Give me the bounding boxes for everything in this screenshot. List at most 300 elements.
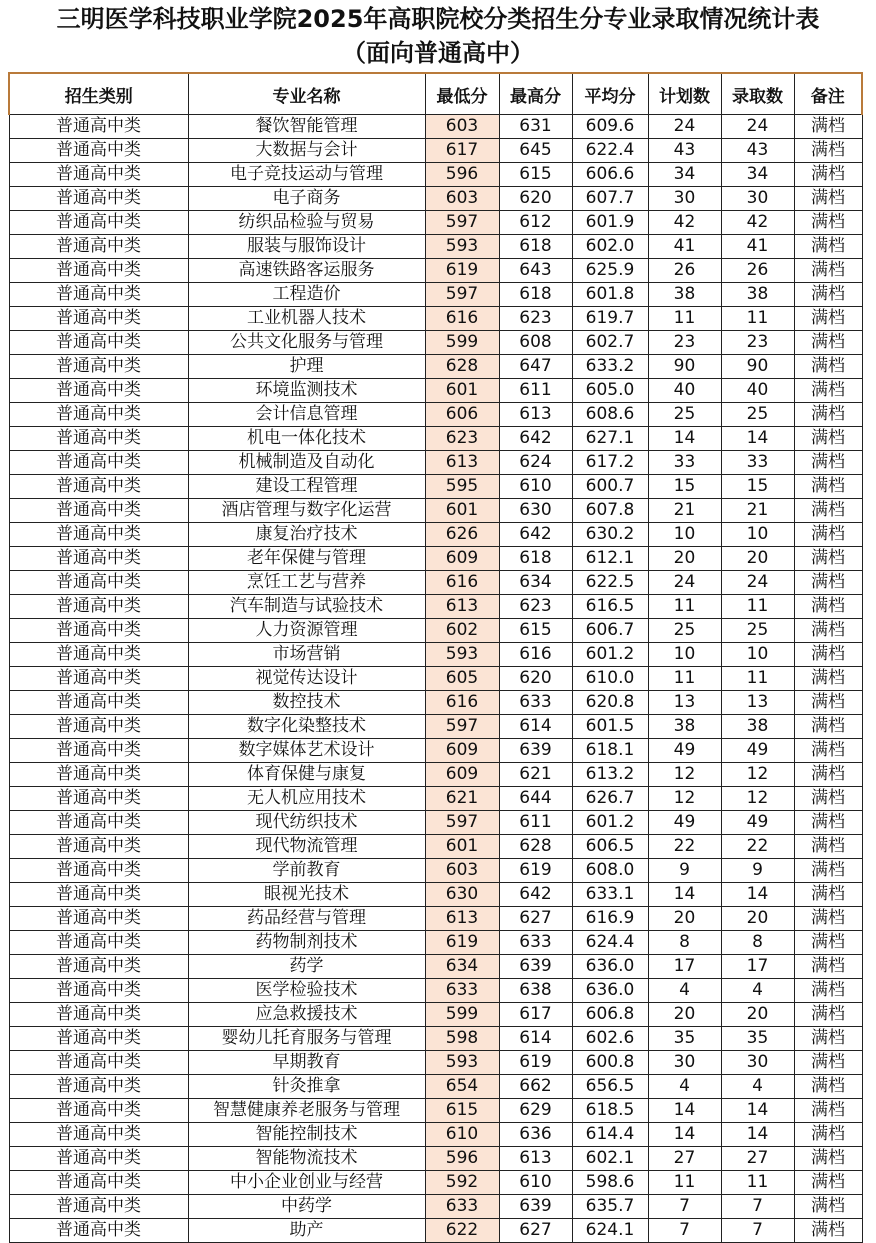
table-row (9, 451, 862, 475)
note-cell: 满档 (794, 499, 862, 523)
min-score-cell: 616 (425, 691, 499, 715)
avg-score-cell: 617.2 (572, 451, 648, 475)
max-score-cell: 620 (499, 187, 572, 211)
note-cell: 满档 (794, 355, 862, 379)
avg-score-cell: 625.9 (572, 259, 648, 283)
max-score-cell: 620 (499, 667, 572, 691)
category-cell: 普通高中类 (9, 835, 188, 859)
max-score-cell: 627 (499, 1219, 572, 1243)
plan-count-cell: 24 (648, 571, 721, 595)
plan-count-cell: 7 (648, 1195, 721, 1219)
avg-score-cell: 633.1 (572, 883, 648, 907)
plan-count-cell: 11 (648, 667, 721, 691)
admitted-count-cell: 21 (721, 499, 794, 523)
max-score-cell: 643 (499, 259, 572, 283)
table-row (9, 1195, 862, 1219)
note-cell: 满档 (794, 379, 862, 403)
admitted-count-cell: 26 (721, 259, 794, 283)
avg-score-cell: 619.7 (572, 307, 648, 331)
table-row (9, 931, 862, 955)
min-score-cell: 605 (425, 667, 499, 691)
avg-score-cell: 602.1 (572, 1147, 648, 1171)
min-score-cell: 619 (425, 931, 499, 955)
major-cell: 体育保健与康复 (188, 763, 425, 787)
major-cell: 智慧健康养老服务与管理 (188, 1099, 425, 1123)
note-cell: 满档 (794, 1027, 862, 1051)
max-score-cell: 639 (499, 1195, 572, 1219)
min-score-cell: 634 (425, 955, 499, 979)
note-cell: 满档 (794, 1219, 862, 1243)
category-cell: 普通高中类 (9, 211, 188, 235)
plan-count-cell: 90 (648, 355, 721, 379)
major-cell: 中药学 (188, 1195, 425, 1219)
major-cell: 视觉传达设计 (188, 667, 425, 691)
admitted-count-cell: 14 (721, 427, 794, 451)
avg-score-cell: 635.7 (572, 1195, 648, 1219)
min-score-cell: 654 (425, 1075, 499, 1099)
category-cell: 普通高中类 (9, 571, 188, 595)
major-cell: 药品经营与管理 (188, 907, 425, 931)
table-row (9, 787, 862, 811)
table-row (9, 1027, 862, 1051)
note-cell: 满档 (794, 1075, 862, 1099)
major-cell: 服装与服饰设计 (188, 235, 425, 259)
avg-score-cell: 624.4 (572, 931, 648, 955)
admitted-count-cell: 30 (721, 1051, 794, 1075)
admitted-count-cell: 12 (721, 763, 794, 787)
admission-table (8, 72, 863, 1243)
major-cell: 餐饮智能管理 (188, 115, 425, 139)
min-score-cell: 601 (425, 379, 499, 403)
note-cell: 满档 (794, 187, 862, 211)
table-row (9, 811, 862, 835)
note-cell: 满档 (794, 619, 862, 643)
note-cell: 满档 (794, 307, 862, 331)
table-row (9, 763, 862, 787)
admitted-count-cell: 11 (721, 595, 794, 619)
avg-score-cell: 626.7 (572, 787, 648, 811)
min-score-cell: 602 (425, 619, 499, 643)
plan-count-cell: 20 (648, 1003, 721, 1027)
min-score-cell: 622 (425, 1219, 499, 1243)
major-cell: 早期教育 (188, 1051, 425, 1075)
note-cell: 满档 (794, 1003, 862, 1027)
min-score-cell: 593 (425, 235, 499, 259)
max-score-cell: 610 (499, 475, 572, 499)
max-score-cell: 645 (499, 139, 572, 163)
table-row (9, 355, 862, 379)
max-score-cell: 633 (499, 931, 572, 955)
admitted-count-cell: 7 (721, 1219, 794, 1243)
note-cell: 满档 (794, 451, 862, 475)
admitted-count-cell: 15 (721, 475, 794, 499)
category-cell: 普通高中类 (9, 1123, 188, 1147)
table-row (9, 883, 862, 907)
category-cell: 普通高中类 (9, 1099, 188, 1123)
note-cell: 满档 (794, 979, 862, 1003)
table-row (9, 907, 862, 931)
note-cell: 满档 (794, 595, 862, 619)
avg-score-cell: 602.6 (572, 1027, 648, 1051)
category-cell: 普通高中类 (9, 331, 188, 355)
max-score-cell: 636 (499, 1123, 572, 1147)
admitted-count-cell: 30 (721, 187, 794, 211)
max-score-cell: 611 (499, 811, 572, 835)
major-cell: 应急救援技术 (188, 1003, 425, 1027)
table-row (9, 499, 862, 523)
admitted-count-cell: 4 (721, 979, 794, 1003)
plan-count-cell: 43 (648, 139, 721, 163)
major-cell: 酒店管理与数字化运营 (188, 499, 425, 523)
table-row (9, 211, 862, 235)
category-cell: 普通高中类 (9, 979, 188, 1003)
avg-score-cell: 618.5 (572, 1099, 648, 1123)
max-score-cell: 639 (499, 739, 572, 763)
table-row (9, 739, 862, 763)
table-header-row (9, 73, 862, 115)
max-score-cell: 614 (499, 715, 572, 739)
table-row (9, 691, 862, 715)
header-avg-score: 平均分 (572, 73, 648, 115)
table-row (9, 979, 862, 1003)
category-cell: 普通高中类 (9, 1171, 188, 1195)
min-score-cell: 601 (425, 835, 499, 859)
major-cell: 高速铁路客运服务 (188, 259, 425, 283)
category-cell: 普通高中类 (9, 499, 188, 523)
min-score-cell: 626 (425, 523, 499, 547)
avg-score-cell: 601.2 (572, 643, 648, 667)
max-score-cell: 615 (499, 163, 572, 187)
admitted-count-cell: 14 (721, 1099, 794, 1123)
category-cell: 普通高中类 (9, 643, 188, 667)
category-cell: 普通高中类 (9, 235, 188, 259)
min-score-cell: 609 (425, 739, 499, 763)
table-row (9, 547, 862, 571)
major-cell: 纺织品检验与贸易 (188, 211, 425, 235)
table-row (9, 619, 862, 643)
min-score-cell: 615 (425, 1099, 499, 1123)
avg-score-cell: 605.0 (572, 379, 648, 403)
max-score-cell: 619 (499, 859, 572, 883)
admitted-count-cell: 38 (721, 283, 794, 307)
avg-score-cell: 607.7 (572, 187, 648, 211)
major-cell: 汽车制造与试验技术 (188, 595, 425, 619)
note-cell: 满档 (794, 907, 862, 931)
table-row (9, 1147, 862, 1171)
table-row (9, 859, 862, 883)
header-major: 专业名称 (188, 73, 425, 115)
major-cell: 眼视光技术 (188, 883, 425, 907)
min-score-cell: 628 (425, 355, 499, 379)
admitted-count-cell: 43 (721, 139, 794, 163)
min-score-cell: 633 (425, 979, 499, 1003)
admitted-count-cell: 14 (721, 1123, 794, 1147)
plan-count-cell: 49 (648, 811, 721, 835)
category-cell: 普通高中类 (9, 763, 188, 787)
category-cell: 普通高中类 (9, 787, 188, 811)
table-row (9, 667, 862, 691)
table-row (9, 331, 862, 355)
note-cell: 满档 (794, 1147, 862, 1171)
category-cell: 普通高中类 (9, 1195, 188, 1219)
avg-score-cell: 627.1 (572, 427, 648, 451)
major-cell: 药学 (188, 955, 425, 979)
min-score-cell: 601 (425, 499, 499, 523)
plan-count-cell: 7 (648, 1219, 721, 1243)
avg-score-cell: 609.6 (572, 115, 648, 139)
note-cell: 满档 (794, 739, 862, 763)
min-score-cell: 597 (425, 715, 499, 739)
note-cell: 满档 (794, 811, 862, 835)
plan-count-cell: 49 (648, 739, 721, 763)
admitted-count-cell: 49 (721, 811, 794, 835)
table-row (9, 1075, 862, 1099)
note-cell: 满档 (794, 1051, 862, 1075)
plan-count-cell: 38 (648, 283, 721, 307)
major-cell: 智能物流技术 (188, 1147, 425, 1171)
max-score-cell: 633 (499, 691, 572, 715)
table-row (9, 1099, 862, 1123)
table-row (9, 163, 862, 187)
admitted-count-cell: 90 (721, 355, 794, 379)
table-row (9, 379, 862, 403)
max-score-cell: 631 (499, 115, 572, 139)
avg-score-cell: 601.5 (572, 715, 648, 739)
table-row (9, 187, 862, 211)
table-row (9, 1051, 862, 1075)
max-score-cell: 662 (499, 1075, 572, 1099)
max-score-cell: 642 (499, 523, 572, 547)
min-score-cell: 603 (425, 187, 499, 211)
table-row (9, 523, 862, 547)
admitted-count-cell: 40 (721, 379, 794, 403)
admitted-count-cell: 42 (721, 211, 794, 235)
min-score-cell: 596 (425, 1147, 499, 1171)
plan-count-cell: 12 (648, 787, 721, 811)
table-row (9, 571, 862, 595)
category-cell: 普通高中类 (9, 475, 188, 499)
note-cell: 满档 (794, 667, 862, 691)
plan-count-cell: 4 (648, 1075, 721, 1099)
avg-score-cell: 614.4 (572, 1123, 648, 1147)
plan-count-cell: 34 (648, 163, 721, 187)
avg-score-cell: 600.8 (572, 1051, 648, 1075)
category-cell: 普通高中类 (9, 907, 188, 931)
plan-count-cell: 13 (648, 691, 721, 715)
min-score-cell: 598 (425, 1027, 499, 1051)
plan-count-cell: 27 (648, 1147, 721, 1171)
min-score-cell: 609 (425, 763, 499, 787)
table-row (9, 475, 862, 499)
admitted-count-cell: 34 (721, 163, 794, 187)
table-row (9, 1219, 862, 1243)
category-cell: 普通高中类 (9, 307, 188, 331)
min-score-cell: 595 (425, 475, 499, 499)
note-cell: 满档 (794, 643, 862, 667)
avg-score-cell: 608.0 (572, 859, 648, 883)
avg-score-cell: 606.8 (572, 1003, 648, 1027)
admitted-count-cell: 49 (721, 739, 794, 763)
note-cell: 满档 (794, 163, 862, 187)
plan-count-cell: 30 (648, 187, 721, 211)
page-subtitle: （面向普通高中） (342, 39, 534, 67)
major-cell: 无人机应用技术 (188, 787, 425, 811)
plan-count-cell: 14 (648, 427, 721, 451)
avg-score-cell: 601.2 (572, 811, 648, 835)
min-score-cell: 603 (425, 859, 499, 883)
avg-score-cell: 624.1 (572, 1219, 648, 1243)
plan-count-cell: 10 (648, 523, 721, 547)
min-score-cell: 593 (425, 643, 499, 667)
admitted-count-cell: 9 (721, 859, 794, 883)
note-cell: 满档 (794, 211, 862, 235)
min-score-cell: 633 (425, 1195, 499, 1219)
avg-score-cell: 616.5 (572, 595, 648, 619)
major-cell: 现代物流管理 (188, 835, 425, 859)
min-score-cell: 613 (425, 907, 499, 931)
min-score-cell: 616 (425, 307, 499, 331)
table-row (9, 643, 862, 667)
max-score-cell: 608 (499, 331, 572, 355)
note-cell: 满档 (794, 1123, 862, 1147)
category-cell: 普通高中类 (9, 859, 188, 883)
note-cell: 满档 (794, 403, 862, 427)
note-cell: 满档 (794, 547, 862, 571)
avg-score-cell: 598.6 (572, 1171, 648, 1195)
admitted-count-cell: 11 (721, 307, 794, 331)
plan-count-cell: 20 (648, 547, 721, 571)
max-score-cell: 611 (499, 379, 572, 403)
max-score-cell: 624 (499, 451, 572, 475)
admitted-count-cell: 8 (721, 931, 794, 955)
major-cell: 电子竞技运动与管理 (188, 163, 425, 187)
note-cell: 满档 (794, 1171, 862, 1195)
category-cell: 普通高中类 (9, 691, 188, 715)
max-score-cell: 623 (499, 307, 572, 331)
max-score-cell: 644 (499, 787, 572, 811)
note-cell: 满档 (794, 787, 862, 811)
plan-count-cell: 40 (648, 379, 721, 403)
admitted-count-cell: 20 (721, 1003, 794, 1027)
category-cell: 普通高中类 (9, 1003, 188, 1027)
note-cell: 满档 (794, 955, 862, 979)
note-cell: 满档 (794, 715, 862, 739)
avg-score-cell: 606.6 (572, 163, 648, 187)
table-row (9, 1003, 862, 1027)
plan-count-cell: 35 (648, 1027, 721, 1051)
min-score-cell: 613 (425, 451, 499, 475)
note-cell: 满档 (794, 1099, 862, 1123)
plan-count-cell: 10 (648, 643, 721, 667)
max-score-cell: 616 (499, 643, 572, 667)
category-cell: 普通高中类 (9, 1027, 188, 1051)
page-title: 三明医学科技职业学院2025年高职院校分类招生分专业录取情况统计表 (56, 5, 820, 33)
min-score-cell: 616 (425, 571, 499, 595)
plan-count-cell: 22 (648, 835, 721, 859)
note-cell: 满档 (794, 283, 862, 307)
max-score-cell: 647 (499, 355, 572, 379)
note-cell: 满档 (794, 259, 862, 283)
plan-count-cell: 15 (648, 475, 721, 499)
min-score-cell: 610 (425, 1123, 499, 1147)
admitted-count-cell: 4 (721, 1075, 794, 1099)
header-plan-count: 计划数 (648, 73, 721, 115)
max-score-cell: 613 (499, 1147, 572, 1171)
avg-score-cell: 610.0 (572, 667, 648, 691)
plan-count-cell: 11 (648, 1171, 721, 1195)
table-row (9, 307, 862, 331)
max-score-cell: 642 (499, 427, 572, 451)
avg-score-cell: 656.5 (572, 1075, 648, 1099)
major-cell: 烹饪工艺与营养 (188, 571, 425, 595)
min-score-cell: 597 (425, 283, 499, 307)
major-cell: 数字媒体艺术设计 (188, 739, 425, 763)
avg-score-cell: 616.9 (572, 907, 648, 931)
category-cell: 普通高中类 (9, 715, 188, 739)
major-cell: 婴幼儿托育服务与管理 (188, 1027, 425, 1051)
admitted-count-cell: 7 (721, 1195, 794, 1219)
min-score-cell: 623 (425, 427, 499, 451)
table-row (9, 403, 862, 427)
major-cell: 针灸推拿 (188, 1075, 425, 1099)
major-cell: 智能控制技术 (188, 1123, 425, 1147)
category-cell: 普通高中类 (9, 139, 188, 163)
admitted-count-cell: 27 (721, 1147, 794, 1171)
major-cell: 机械制造及自动化 (188, 451, 425, 475)
category-cell: 普通高中类 (9, 667, 188, 691)
max-score-cell: 617 (499, 1003, 572, 1027)
category-cell: 普通高中类 (9, 595, 188, 619)
header-category: 招生类别 (9, 73, 188, 115)
category-cell: 普通高中类 (9, 523, 188, 547)
avg-score-cell: 601.9 (572, 211, 648, 235)
category-cell: 普通高中类 (9, 955, 188, 979)
category-cell: 普通高中类 (9, 547, 188, 571)
major-cell: 建设工程管理 (188, 475, 425, 499)
major-cell: 电子商务 (188, 187, 425, 211)
plan-count-cell: 14 (648, 1123, 721, 1147)
major-cell: 会计信息管理 (188, 403, 425, 427)
plan-count-cell: 4 (648, 979, 721, 1003)
max-score-cell: 619 (499, 1051, 572, 1075)
major-cell: 数控技术 (188, 691, 425, 715)
header-max-score: 最高分 (499, 73, 572, 115)
plan-count-cell: 14 (648, 883, 721, 907)
avg-score-cell: 600.7 (572, 475, 648, 499)
plan-count-cell: 14 (648, 1099, 721, 1123)
avg-score-cell: 622.4 (572, 139, 648, 163)
admitted-count-cell: 13 (721, 691, 794, 715)
note-cell: 满档 (794, 835, 862, 859)
note-cell: 满档 (794, 691, 862, 715)
category-cell: 普通高中类 (9, 403, 188, 427)
table-row (9, 835, 862, 859)
category-cell: 普通高中类 (9, 115, 188, 139)
note-cell: 满档 (794, 763, 862, 787)
max-score-cell: 615 (499, 619, 572, 643)
note-cell: 满档 (794, 475, 862, 499)
max-score-cell: 634 (499, 571, 572, 595)
major-cell: 公共文化服务与管理 (188, 331, 425, 355)
avg-score-cell: 606.5 (572, 835, 648, 859)
plan-count-cell: 26 (648, 259, 721, 283)
major-cell: 数字化染整技术 (188, 715, 425, 739)
category-cell: 普通高中类 (9, 283, 188, 307)
category-cell: 普通高中类 (9, 1075, 188, 1099)
note-cell: 满档 (794, 883, 862, 907)
admitted-count-cell: 24 (721, 571, 794, 595)
major-cell: 中小企业创业与经营 (188, 1171, 425, 1195)
